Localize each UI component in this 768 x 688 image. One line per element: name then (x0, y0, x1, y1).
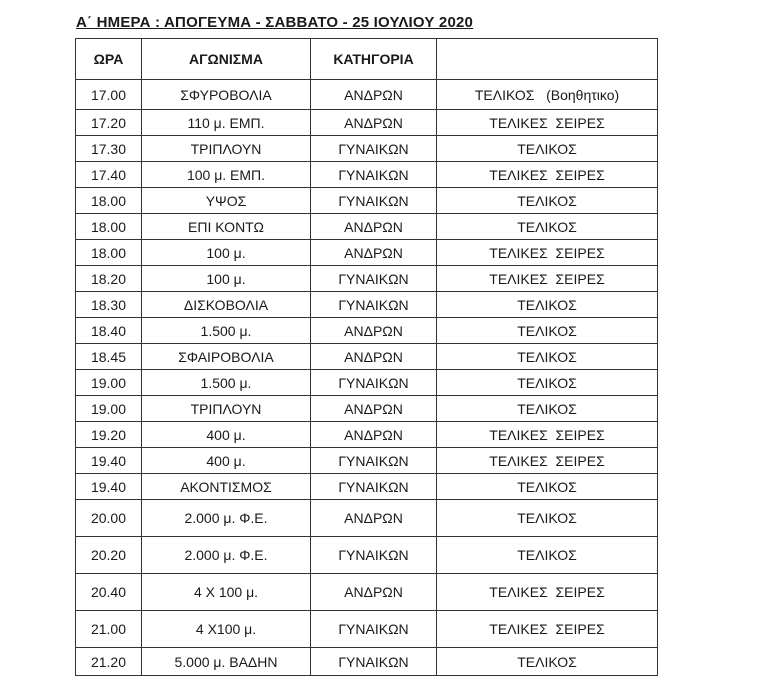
cell-time: 20.20 (76, 537, 142, 574)
table-row (76, 422, 658, 448)
cell-event: 1.500 μ. (142, 370, 311, 396)
table-row (76, 448, 658, 474)
cell-time: 18.00 (76, 240, 142, 266)
cell-event: 100 μ. (142, 266, 311, 292)
cell-event: ΑΚΟΝΤΙΣΜΟΣ (142, 474, 311, 500)
table-header-row (76, 39, 658, 80)
cell-event: ΣΦΑΙΡΟΒΟΛΙΑ (142, 344, 311, 370)
table-row (76, 162, 658, 188)
table-row (76, 611, 658, 648)
cell-category: ΓΥΝΑΙΚΩΝ (311, 188, 437, 214)
cell-category: ΓΥΝΑΙΚΩΝ (311, 474, 437, 500)
cell-time: 17.30 (76, 136, 142, 162)
cell-stage: ΤΕΛΙΚΟΣ (437, 214, 658, 240)
cell-time: 18.00 (76, 214, 142, 240)
cell-category: ΑΝΔΡΩΝ (311, 240, 437, 266)
table-row (76, 537, 658, 574)
table-row (76, 110, 658, 136)
cell-stage: ΤΕΛΙΚΕΣ ΣΕΙΡΕΣ (437, 611, 658, 648)
cell-event: 100 μ. ΕΜΠ. (142, 162, 311, 188)
cell-time: 19.40 (76, 474, 142, 500)
table-row (76, 318, 658, 344)
cell-time: 18.40 (76, 318, 142, 344)
cell-category: ΑΝΔΡΩΝ (311, 318, 437, 344)
cell-category: ΓΥΝΑΙΚΩΝ (311, 292, 437, 318)
cell-event: ΣΦΥΡΟΒΟΛΙΑ (142, 80, 311, 110)
cell-stage: ΤΕΛΙΚΟΣ (Βοηθητικο) (437, 80, 658, 110)
cell-event: ΔΙΣΚΟΒΟΛΙΑ (142, 292, 311, 318)
cell-time: 19.20 (76, 422, 142, 448)
cell-stage: ΤΕΛΙΚΟΣ (437, 344, 658, 370)
cell-time: 17.40 (76, 162, 142, 188)
cell-time: 18.20 (76, 266, 142, 292)
cell-category: ΑΝΔΡΩΝ (311, 344, 437, 370)
header-event: ΑΓΩΝΙΣΜΑ (142, 39, 311, 80)
cell-stage: ΤΕΛΙΚΕΣ ΣΕΙΡΕΣ (437, 162, 658, 188)
cell-event: 110 μ. ΕΜΠ. (142, 110, 311, 136)
table-row (76, 240, 658, 266)
cell-stage: ΤΕΛΙΚΟΣ (437, 500, 658, 537)
header-category: ΚΑΤΗΓΟΡΙΑ (311, 39, 437, 80)
cell-time: 19.00 (76, 370, 142, 396)
cell-stage: ΤΕΛΙΚΕΣ ΣΕΙΡΕΣ (437, 422, 658, 448)
cell-category: ΑΝΔΡΩΝ (311, 80, 437, 110)
cell-time: 20.00 (76, 500, 142, 537)
table-row (76, 214, 658, 240)
page-title: Α΄ ΗΜΕΡΑ : ΑΠΟΓΕΥΜΑ - ΣΑΒΒΑΤΟ - 25 ΙΟΥΛΙΟΥ 2020 (76, 14, 474, 31)
header-stage (437, 39, 658, 80)
cell-event: 1.500 μ. (142, 318, 311, 344)
cell-event: 4 Χ100 μ. (142, 611, 311, 648)
cell-category: ΓΥΝΑΙΚΩΝ (311, 537, 437, 574)
table-row (76, 266, 658, 292)
cell-category: ΓΥΝΑΙΚΩΝ (311, 370, 437, 396)
cell-time: 18.45 (76, 344, 142, 370)
cell-category: ΑΝΔΡΩΝ (311, 214, 437, 240)
cell-stage: ΤΕΛΙΚΟΣ (437, 292, 658, 318)
schedule-table (75, 38, 658, 676)
cell-category: ΓΥΝΑΙΚΩΝ (311, 611, 437, 648)
cell-time: 20.40 (76, 574, 142, 611)
cell-event: 2.000 μ. Φ.Ε. (142, 537, 311, 574)
cell-stage: ΤΕΛΙΚΟΣ (437, 370, 658, 396)
cell-time: 17.20 (76, 110, 142, 136)
table-row (76, 188, 658, 214)
table-row (76, 292, 658, 318)
cell-category: ΑΝΔΡΩΝ (311, 396, 437, 422)
table-row (76, 500, 658, 537)
table-row (76, 648, 658, 676)
table-row (76, 80, 658, 110)
cell-stage: ΤΕΛΙΚΟΣ (437, 188, 658, 214)
cell-time: 18.30 (76, 292, 142, 318)
cell-stage: ΤΕΛΙΚΟΣ (437, 136, 658, 162)
table-row (76, 136, 658, 162)
cell-event: 400 μ. (142, 448, 311, 474)
cell-stage: ΤΕΛΙΚΟΣ (437, 648, 658, 676)
cell-event: 5.000 μ. ΒΑΔΗΝ (142, 648, 311, 676)
cell-event: 400 μ. (142, 422, 311, 448)
cell-category: ΑΝΔΡΩΝ (311, 422, 437, 448)
cell-time: 17.00 (76, 80, 142, 110)
table-row (76, 370, 658, 396)
cell-category: ΑΝΔΡΩΝ (311, 110, 437, 136)
cell-category: ΑΝΔΡΩΝ (311, 574, 437, 611)
cell-stage: ΤΕΛΙΚΕΣ ΣΕΙΡΕΣ (437, 240, 658, 266)
cell-time: 19.40 (76, 448, 142, 474)
cell-time: 21.00 (76, 611, 142, 648)
table-row (76, 474, 658, 500)
cell-stage: ΤΕΛΙΚΟΣ (437, 474, 658, 500)
cell-stage: ΤΕΛΙΚΕΣ ΣΕΙΡΕΣ (437, 266, 658, 292)
cell-category: ΓΥΝΑΙΚΩΝ (311, 162, 437, 188)
header-time: ΩΡΑ (76, 39, 142, 80)
cell-time: 21.20 (76, 648, 142, 676)
cell-stage: ΤΕΛΙΚΟΣ (437, 396, 658, 422)
cell-category: ΓΥΝΑΙΚΩΝ (311, 648, 437, 676)
cell-event: ΕΠΙ ΚΟΝΤΩ (142, 214, 311, 240)
cell-stage: ΤΕΛΙΚΕΣ ΣΕΙΡΕΣ (437, 574, 658, 611)
cell-category: ΓΥΝΑΙΚΩΝ (311, 448, 437, 474)
table-row (76, 574, 658, 611)
cell-event: 2.000 μ. Φ.Ε. (142, 500, 311, 537)
cell-time: 18.00 (76, 188, 142, 214)
cell-stage: ΤΕΛΙΚΕΣ ΣΕΙΡΕΣ (437, 448, 658, 474)
table-row (76, 396, 658, 422)
cell-category: ΓΥΝΑΙΚΩΝ (311, 136, 437, 162)
cell-stage: ΤΕΛΙΚΕΣ ΣΕΙΡΕΣ (437, 110, 658, 136)
cell-category: ΓΥΝΑΙΚΩΝ (311, 266, 437, 292)
cell-event: ΤΡΙΠΛΟΥΝ (142, 136, 311, 162)
cell-event: ΥΨΟΣ (142, 188, 311, 214)
table-row (76, 344, 658, 370)
cell-category: ΑΝΔΡΩΝ (311, 500, 437, 537)
cell-stage: ΤΕΛΙΚΟΣ (437, 537, 658, 574)
cell-time: 19.00 (76, 396, 142, 422)
cell-event: 4 Χ 100 μ. (142, 574, 311, 611)
cell-event: 100 μ. (142, 240, 311, 266)
cell-stage: ΤΕΛΙΚΟΣ (437, 318, 658, 344)
cell-event: ΤΡΙΠΛΟΥΝ (142, 396, 311, 422)
